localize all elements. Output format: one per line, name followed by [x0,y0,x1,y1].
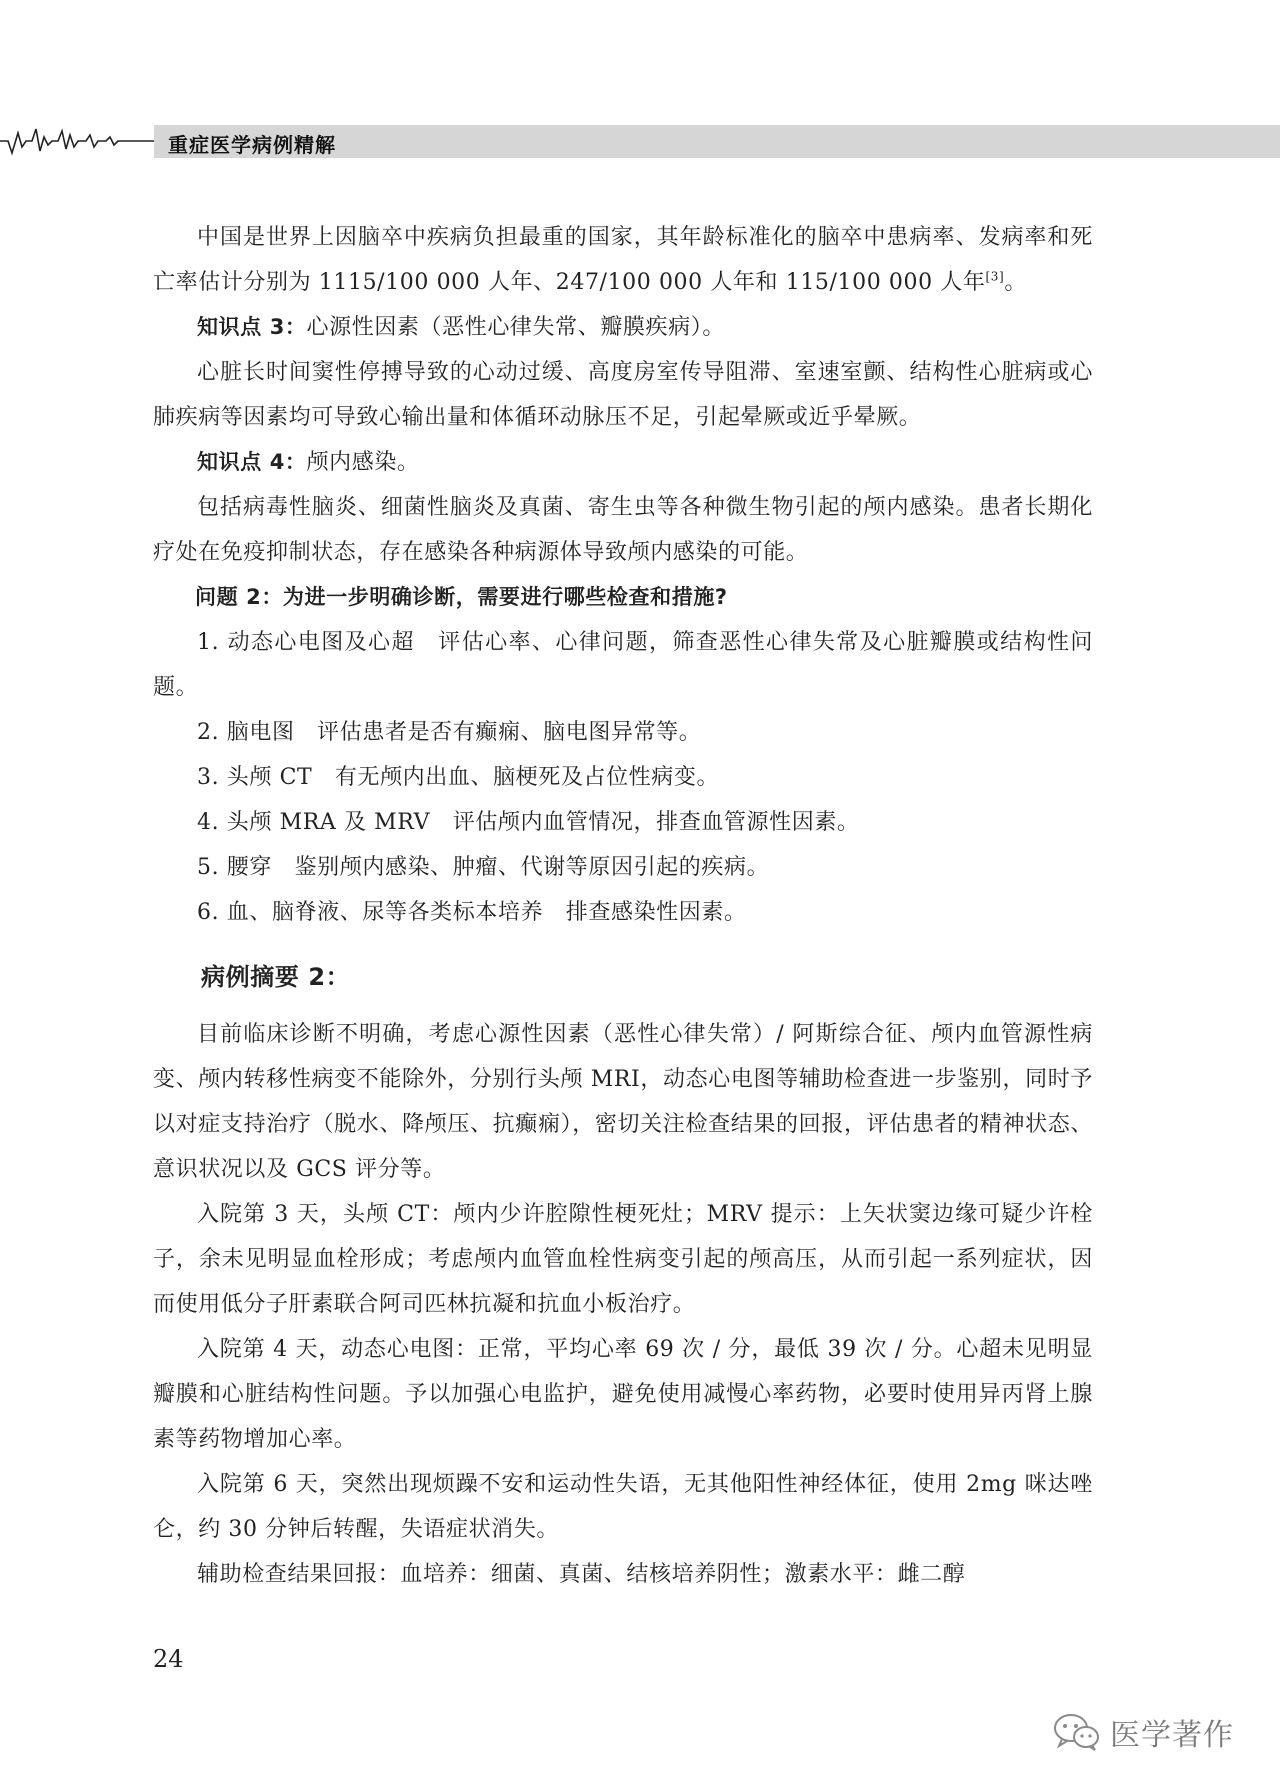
page-number: 24 [153,1645,184,1673]
case-summary-heading: 病例摘要 2： [201,963,351,991]
paragraph: 包括病毒性脑炎、细菌性脑炎及真菌、寄生虫等各种微生物引起的颅内感染。患者长期化疗处在免疫抑制状态，存在感染各种病源体导致颅内感染的可能。 [153,495,1093,565]
list-item: 2. 脑电图 评估患者是否有癫痫、脑电图异常等。 [197,720,702,745]
paragraph: 入院第 3 天，头颅 CT：颅内少许腔隙性梗死灶；MRV 提示：上矢状窦边缘可疑少许栓子，余未见明显血栓形成；考虑颅内血管血栓性病变引起的颅高压，从而引起一系列症状，因而使用低分子肝素联合阿司匹林抗凝和抗血小板治疗。 [153,1202,1093,1317]
list-item: 4. 头颅 MRA 及 MRV 评估颅内血管情况，排查血管源性因素。 [197,810,860,835]
list-item: 6. 血、脑脊液、尿等各类标本培养 排查感染性因素。 [197,900,747,925]
list-item: 5. 腰穿 鉴别颅内感染、肿瘤、代谢等原因引起的疾病。 [197,855,770,880]
knowledge-point-3: 知识点 3：心源性因素（恶性心律失常、瓣膜疾病）。 [197,315,725,340]
knowledge-point-label: 知识点 4： [197,450,307,474]
header-logo-tab [0,125,154,158]
paragraph: 目前临床诊断不明确，考虑心源性因素（恶性心律失常）/ 阿斯综合征、颅内血管源性病变、颅内转移性病变不能除外，分别行头颅 MRI，动态心电图等辅助检查进一步鉴别，同时予以对症支持治疗（脱水、降颅压、抗癫痫），密切关注检查结果的回报，评估患者的精神状态、意识状况以及 GCS 评分等。 [153,1022,1093,1182]
book-title: 重症医学病例精解 [168,133,336,157]
list-item: 3. 头颅 CT 有无颅内出血、脑梗死及占位性病变。 [197,765,720,790]
page-content [153,215,1093,1597]
running-header [0,125,1280,158]
paragraph: 中国是世界上因脑卒中疾病负担最重的国家，其年龄标准化的脑卒中患病率、发病率和死亡率估计分别为 1115/100 000 人年、247/100 000 人年和 115/100 000 人年[3]。 [153,225,1093,295]
paragraph: 心脏长时间窦性停搏导致的心动过缓、高度房室传导阻滞、室速室颤、结构性心脏病或心肺疾病等因素均可导致心输出量和体循环动脉压不足，引起晕厥或近乎晕厥。 [153,360,1093,430]
question-heading: 问题 2：为进一步明确诊断，需要进行哪些检查和措施? [195,585,728,609]
wechat-icon [1052,1712,1102,1752]
ecg-wave-icon [0,125,154,158]
watermark [1052,1710,1234,1754]
paragraph: 入院第 6 天，突然出现烦躁不安和运动性失语，无其他阳性神经体征，使用 2mg 咪达唑仑，约 30 分钟后转醒，失语症状消失。 [153,1472,1093,1542]
paragraph: 辅助检查结果回报：血培养：细菌、真菌、结核培养阴性；激素水平：雌二醇 [197,1562,966,1587]
watermark-text: 医学著作 [1110,1718,1234,1753]
citation-ref: [3] [985,269,1005,284]
knowledge-point-4: 知识点 4：颅内感染。 [197,450,420,475]
paragraph: 入院第 4 天，动态心电图：正常，平均心率 69 次 / 分，最低 39 次 / 分。心超未见明显瓣膜和心脏结构性问题。予以加强心电监护，避免使用减慢心率药物，必要时使用异丙肾上腺素等药物增加心率。 [153,1337,1093,1452]
list-item: 1. 动态心电图及心超 评估心率、心律问题，筛查恶性心律失常及心脏瓣膜或结构性问题。 [153,630,1093,700]
knowledge-point-label: 知识点 3： [197,315,307,339]
